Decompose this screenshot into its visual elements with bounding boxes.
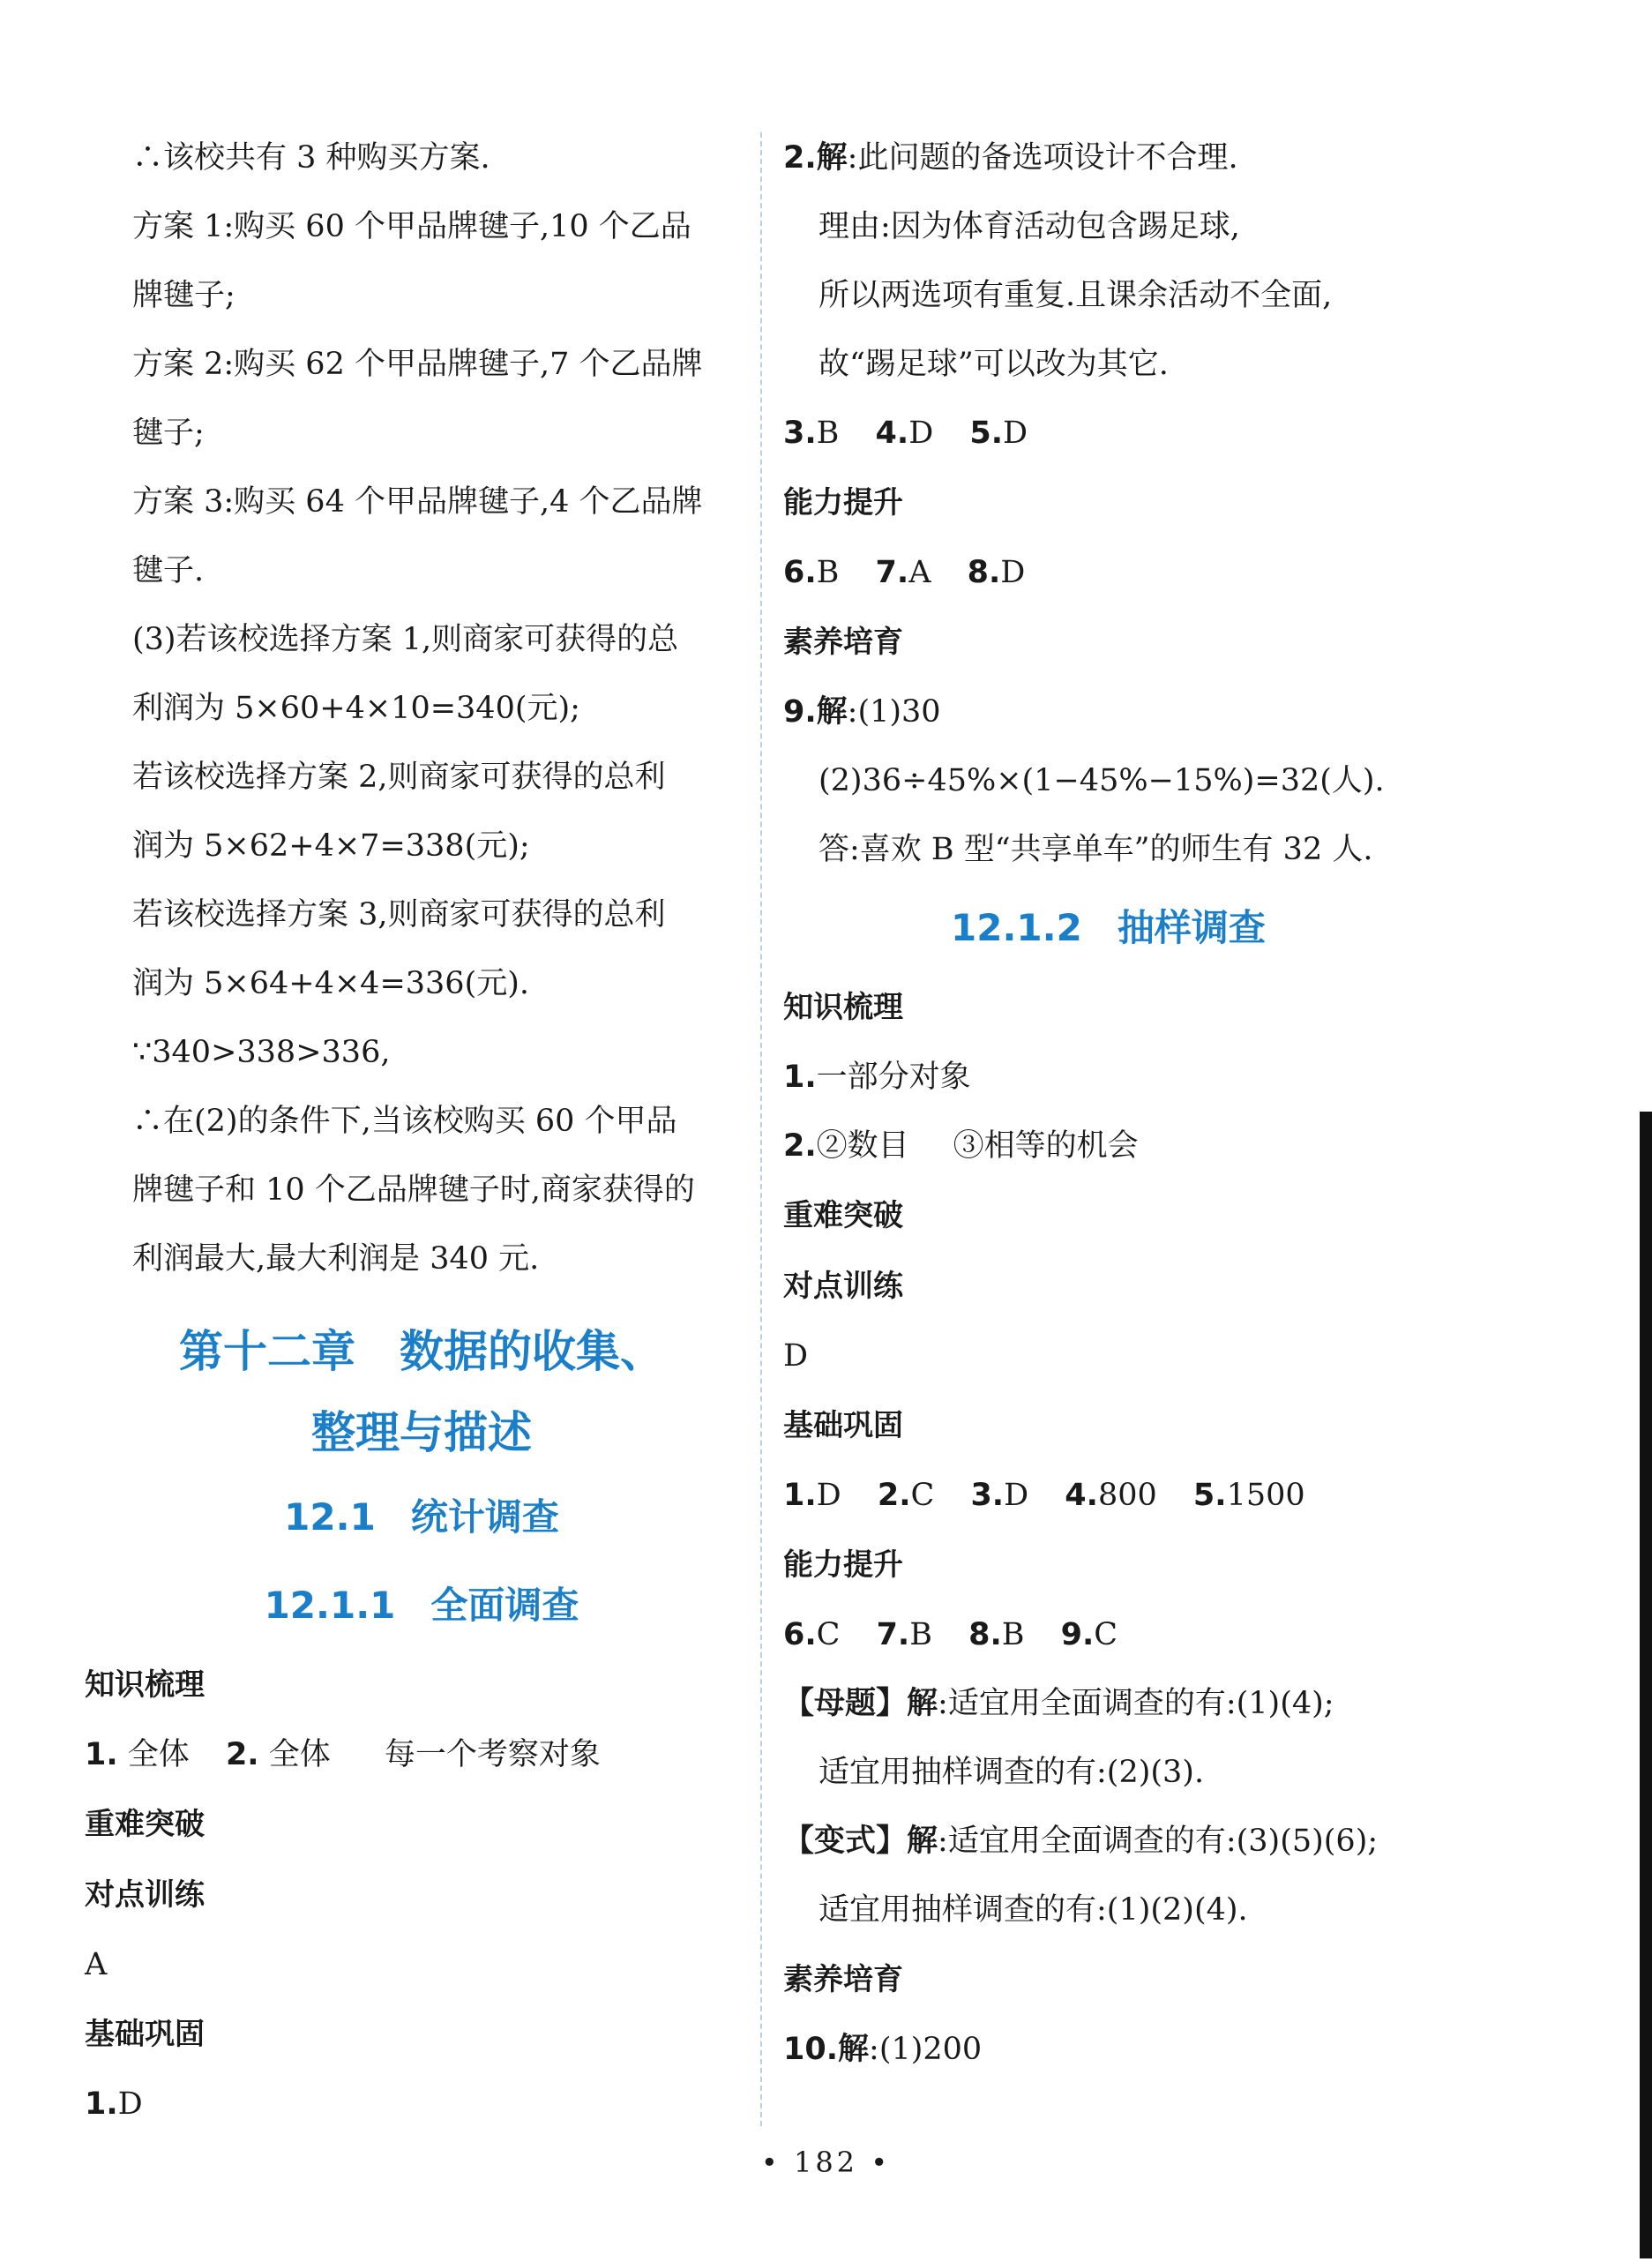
answer: ②数目	[816, 1128, 909, 1164]
item-number: 4.	[875, 416, 909, 451]
answer-line	[85, 1720, 748, 1789]
answer-line: A	[85, 1947, 108, 1982]
problem-tag: 【变式】	[783, 1824, 908, 1859]
text-line: (2)36÷45%×(1−45%−15%)=32(人).	[819, 763, 1385, 798]
item-number: 6.	[783, 555, 817, 590]
text-line: 适宜用抽样调查的有:(2)(3).	[819, 1755, 1205, 1790]
answer-line	[783, 678, 1454, 746]
item-number: 3.	[970, 1478, 1005, 1513]
text-line: 理由:因为体育活动包含踢足球,	[819, 209, 1240, 244]
text-line: 利润最大,最大利润是 340 元.	[132, 1241, 540, 1277]
item-number: 3.	[783, 416, 817, 451]
answer: :(1)200	[869, 2032, 983, 2067]
heading-basics: 基础巩固	[85, 2017, 205, 2052]
heading-practice: 对点训练	[783, 1269, 903, 1304]
item-number: 2.	[783, 140, 817, 176]
heading-practice: 对点训练	[85, 1877, 205, 1913]
heading-literacy: 素养培育	[783, 625, 903, 660]
answer: C	[1094, 1617, 1118, 1652]
page-number: • 182 •	[760, 2146, 892, 2179]
solution-keyword: 解	[907, 1824, 938, 1859]
answer: D	[816, 1478, 841, 1513]
text-line: (3)若该校选择方案 1,则商家可获得的总	[132, 622, 679, 657]
answer-line	[783, 399, 1454, 468]
section-title: 统计调查	[410, 1495, 559, 1539]
text-line: 故“踢足球”可以改为其它.	[819, 347, 1169, 382]
answer-line	[783, 1461, 1454, 1530]
answer: ③相等的机会	[953, 1128, 1139, 1164]
solution-keyword: 解	[838, 2032, 870, 2067]
answer-line	[783, 1807, 1454, 1876]
item-number: 8.	[967, 555, 1001, 590]
item-number: 4.	[1065, 1478, 1098, 1513]
answer-line	[783, 538, 1454, 607]
text-line: 润为 5×64+4×4=336(元).	[132, 966, 530, 1001]
solution-keyword: 解	[907, 1686, 938, 1721]
text-line: 毽子.	[132, 553, 205, 588]
solution-keyword: 解	[816, 140, 848, 176]
text-line: 方案 2:购买 62 个甲品牌毽子,7 个乙品牌	[132, 347, 703, 382]
answer: D	[1000, 555, 1026, 590]
answer: 800	[1097, 1478, 1157, 1513]
answer: D	[1004, 1478, 1029, 1513]
answer: 全体	[268, 1737, 331, 1772]
answer-line	[783, 2015, 1454, 2084]
section-heading	[95, 1473, 748, 1562]
answer-line	[783, 1043, 1454, 1112]
item-number: 9.	[783, 694, 817, 730]
answer: :适宜用全面调查的有:(3)(5)(6);	[938, 1824, 1379, 1859]
answer: A	[908, 555, 931, 590]
answer: B	[816, 555, 840, 590]
item-number: 2.	[783, 1128, 817, 1164]
text-line: 毽子;	[132, 416, 205, 451]
answer: :此问题的备选项设计不合理.	[847, 140, 1238, 176]
item-number: 7.	[875, 555, 909, 590]
scan-edge-shadow	[1640, 1112, 1652, 2258]
item-number: 9.	[1060, 1617, 1095, 1652]
problem-tag: 【母题】	[783, 1686, 908, 1721]
heading-literacy: 素养培育	[783, 1962, 903, 1997]
text-line: 牌毽子;	[132, 278, 235, 313]
item-number: 2.	[877, 1478, 911, 1513]
item-number: 5.	[969, 416, 1004, 451]
item-number: 1.	[783, 1060, 817, 1095]
text-line: 方案 3:购买 64 个甲品牌毽子,4 个乙品牌	[132, 484, 703, 520]
answer: :(1)30	[847, 694, 941, 730]
heading-ability: 能力提升	[783, 1547, 903, 1583]
section-title: 全面调查	[430, 1584, 579, 1627]
chapter-title-line-1: 第十二章 数据的收集、	[179, 1326, 664, 1377]
text-line: 方案 1:购买 60 个甲品牌毽子,10 个乙品	[132, 209, 691, 244]
heading-knowledge: 知识梳理	[85, 1667, 205, 1703]
column-divider	[760, 132, 762, 2126]
text-line: 答:喜欢 B 型“共享单车”的师生有 32 人.	[819, 832, 1373, 867]
text-line: ∴在(2)的条件下,当该校购买 60 个甲品	[132, 1104, 677, 1139]
answer-line	[783, 1669, 1454, 1738]
item-number: 1.	[85, 1737, 118, 1772]
answer: C	[910, 1478, 935, 1513]
item-number: 5.	[1192, 1478, 1227, 1513]
item-number: 6.	[783, 1617, 817, 1652]
heading-difficulty: 重难突破	[85, 1807, 205, 1842]
text-line: 若该校选择方案 2,则商家可获得的总利	[132, 760, 666, 795]
answer-line	[783, 1112, 1454, 1180]
subsection-heading	[95, 1562, 748, 1650]
subsection-heading	[783, 884, 1454, 972]
answer-line: D	[783, 1338, 809, 1374]
answer: D	[117, 2086, 143, 2122]
section-number: 12.1.2	[951, 906, 1082, 949]
answer-line	[783, 1600, 1454, 1669]
answer-line	[85, 2070, 748, 2138]
section-title: 抽样调查	[1117, 906, 1266, 949]
answer: :适宜用全面调查的有:(1)(4);	[938, 1686, 1334, 1721]
answer: 全体	[127, 1737, 190, 1772]
text-line: 利润为 5×60+4×10=340(元);	[132, 691, 580, 726]
item-number: 8.	[968, 1617, 1002, 1652]
item-number: 10.	[783, 2032, 839, 2067]
text-line: 润为 5×62+4×7=338(元);	[132, 828, 530, 864]
text-line: 所以两选项有重复.且课余活动不全面,	[819, 278, 1333, 313]
answer: B	[1001, 1617, 1025, 1652]
solution-keyword: 解	[816, 694, 848, 730]
text-line: 若该校选择方案 3,则商家可获得的总利	[132, 897, 666, 933]
answer: C	[816, 1617, 841, 1652]
heading-difficulty: 重难突破	[783, 1198, 903, 1233]
answer: B	[816, 416, 840, 451]
answer: 每一个考察对象	[384, 1737, 601, 1772]
left-column	[85, 124, 748, 2138]
item-number: 2.	[225, 1737, 259, 1772]
answer: 一部分对象	[816, 1060, 971, 1095]
heading-knowledge: 知识梳理	[783, 990, 903, 1025]
section-number: 12.1.1	[264, 1584, 396, 1627]
text-line: 适宜用抽样调查的有:(1)(2)(4).	[819, 1892, 1248, 1928]
answer: D	[908, 416, 934, 451]
item-number: 7.	[876, 1617, 910, 1652]
right-column	[783, 124, 1454, 2084]
answer-line	[783, 124, 1454, 192]
text-line: ∵340>338>336,	[132, 1035, 391, 1070]
heading-ability: 能力提升	[783, 485, 903, 521]
heading-basics: 基础巩固	[783, 1408, 903, 1443]
item-number: 1.	[85, 2086, 118, 2122]
text-line: ∴该校共有 3 种购买方案.	[132, 140, 490, 176]
chapter-title-line-2: 整理与描述	[311, 1407, 532, 1458]
text-line: 牌毽子和 10 个乙品牌毽子时,商家获得的	[132, 1172, 695, 1208]
answer: B	[909, 1617, 932, 1652]
item-number: 1.	[783, 1478, 817, 1513]
answer: 1500	[1226, 1478, 1305, 1513]
section-number: 12.1	[284, 1495, 376, 1539]
answer: D	[1003, 416, 1028, 451]
